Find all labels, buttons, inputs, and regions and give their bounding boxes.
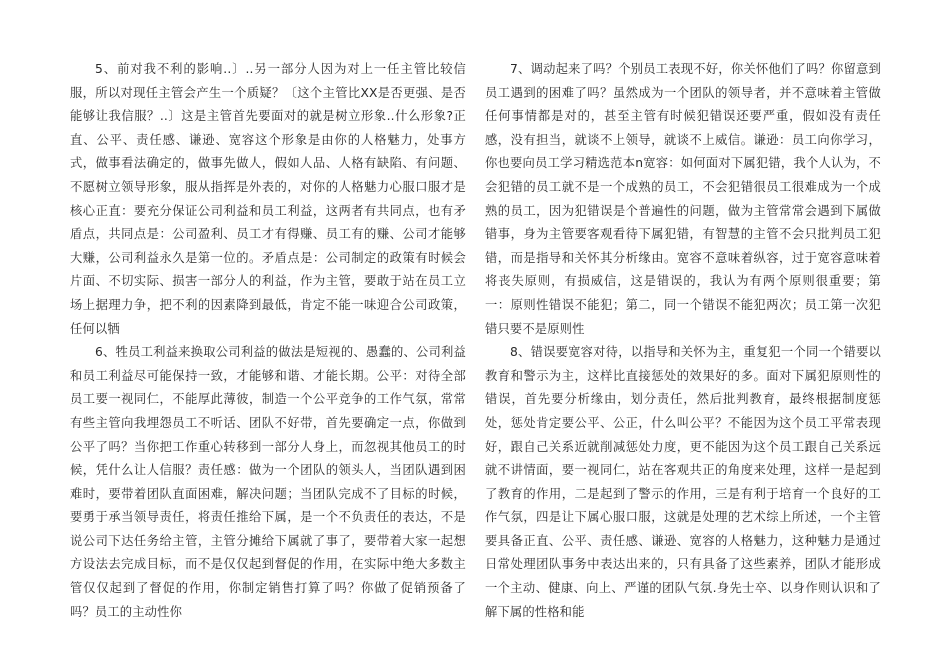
paragraph-6: 6、牲员工利益来换取公司利益的做法是短视的、愚蠢的、公司利益和员工利益尽可能保持一致，才能够和谐、才能长期。公平：对待全部员工要一视同仁，不能厚此薄彼，制造一个公平竞争的工作气氛，常常有些主管向我埋怨员工不听话、团队不好带，首先要确定一点，你做到公平了吗？当你把工作重心转移到一部分人身上，而忽视其他员工的时候，凭什么让人信服？责任感：做为一个团队的领头人，当团队遇到困难时，要带着团队直面困难，解决问题；当团队完成不了目标的时候，要勇于承当领导责任，将责任推给下属，是一个不负责任的表达，不是说公司下达任务给主管，主管分摊给下属就了事了，要带着大家一起想方设法去完成目标，而不是仅仅起到督促的作用，在实际中绝大多数主管仅仅起到了督促的作用，你制定销售打算了吗？你做了促销预备了吗？员工的主动性你: [70, 345, 466, 619]
left-column: [70, 58, 466, 624]
paragraph-8: 8、错误要宽容对待，以指导和关怀为主，重复犯一个同一个错要以教育和警示为主，这样比直接惩处的效果好的多。面对下属犯原则性的错误，首先要分析缘由，划分责任，然后批判教育，最终根据制度惩处，惩处肯定要公平、公正，什么叫公平？不能因为这个员工平常表现好，跟自己关系近就削减惩处力度，更不能因为这个员工跟自己关系远就不讲情面，要一视同仁，站在客观共正的角度来处理，这样一是起到了教育的作用，二是起到了警示的作用，三是有利于培育一个良好的工作气氛，四是让下属心服口服，这就是处理的艺术综上所述，一个主管要具备正直、公平、责任感、谦逊、宽容的人格魅力，这种魅力是通过日常处理团队事务中表达出来的，只有具备了这些素养，团队才能形成一个主动、健康、向上、严谨的团队气氛.身先士卒、以身作则认识和了解下属的性格和能: [485, 345, 881, 619]
paragraph-7: 7、调动起来了吗？个别员工表现不好，你关怀他们了吗？你留意到员工遇到的困难了吗？虽然成为一个团队的领导者，并不意味着主管做任何事情都是对的，甚至主管有时候犯错误还要严重，假如没有责任感，没有担当，就谈不上领导，就谈不上威信。谦逊：员工向你学习，你也要向员工学习精选范本n宽容：如何面对下属犯错，我个人认为，不会犯错的员工就不是一个成熟的员工，不会犯错很员工很难成为一个成熟的员工，因为犯错误是个普遍性的问题，做为主管常常会遇到下属做错事，身为主管要客观看待下属犯错，有智慧的主管不会只批判员工犯错，而是指导和关怀其分析缘由。宽容不意味着纵容，过于宽容意味着将丧失原则，有损威信，这是错误的，我认为有两个原则很重要；第一：原则性错误不能犯；第二，同一个错误不能犯两次；员工第一次犯错只要不是原则性: [485, 62, 881, 336]
right-column: [485, 58, 881, 624]
paragraph-5: 5、前对我不利的影响..〕..另一部分人因为对上一任主管比较信服，所以对现任主管会产生一个质疑？〔这个主管比XX是否更强、是否能够让我信服？..〕这是主管首先要面对的就是树立形象..什么形象?正直、公平、责任感、谦逊、宽容这个形象是由你的人格魅力，处事方式，做事看法确定的，做事先做人，假如人品、人格有缺陷、有问题、不愿树立领导形象，服从指挥是外表的，对你的人格魅力心服口服才是核心正直：要充分保证公司利益和员工利益，这两者有共同点，也有矛盾点，共同点是：公司盈利、员工才有得赚、员工有的赚、公司才能够大赚，公司利益永久是第一位的。矛盾点是：公司制定的政策有时候会片面、不切实际、损害一部分人的利益，作为主管，要敢于站在员工立场上据理力争，把不利的因素降到最低，肯定不能一味迎合公司政策，任何以牺: [70, 62, 466, 336]
